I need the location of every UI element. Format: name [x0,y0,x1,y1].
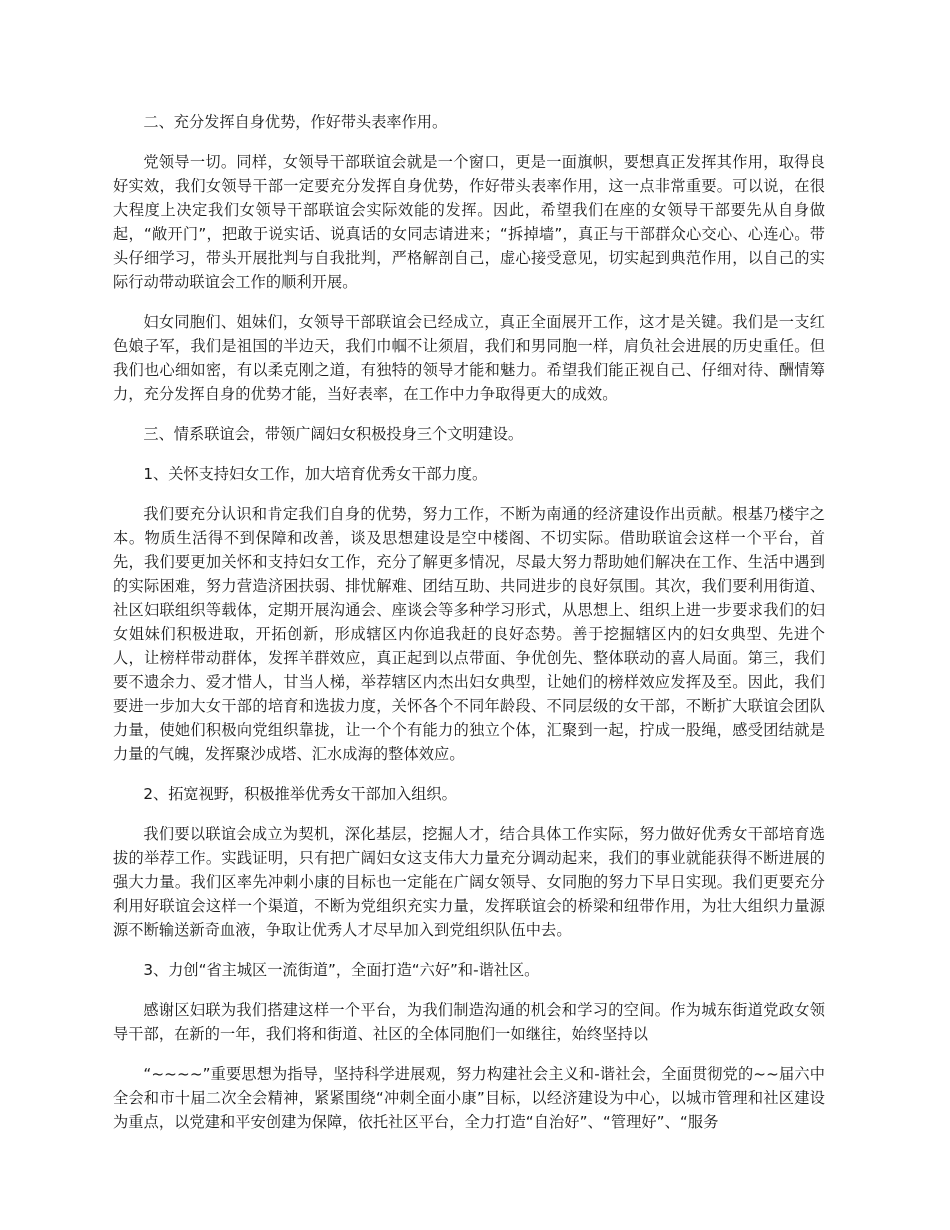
spacer [113,134,825,150]
subsection-heading-2: 2、拓宽视野，积极推举优秀女干部加入组织。 [143,785,457,803]
paragraph: 妇女同胞们、姐妹们，女领导干部联谊会已经成立，真正全面展开工作，这才是关键。我们是一支红色娘子军，我们是祖国的半边天，我们巾帼不让须眉，我们和男同胞一样，肩负社会进展的历史重任。但我们也心细如密，有以柔克刚之道，有独特的领导才能和魅力。希望我们能正视自己、仔细对待、酬情筹力，充分发挥自身的优势才能，当好表率，在工作中力争取得更大的成效。 [113,313,825,403]
paragraph: 我们要充分认识和肯定我们自身的优势，努力工作，不断为南通的经济建设作出贡献。根基乃楼宇之本。物质生活得不到保障和改善，谈及思想建设是空中楼阁、不切实际。借助联谊会这样一个平台，首先，我们要更加关怀和支持妇女工作，充分了解更多情况，尽最大努力帮助她们解决在工作、生活中遇到的实际困难，努力营造济困扶弱、排忧解难、团结互助、共同进步的良好氛围。其次，我们要利用街道、社区妇联组织等载体，定期开展沟通会、座谈会等多种学习形式，从思想上、组织上进一步要求我们的妇女姐妹们积极进取，开拓创新，形成辖区内你追我赶的良好态势。善于挖掘辖区内的妇女典型、先进个人，让榜样带动群体，发挥羊群效应，真正起到以点带面、争优创先、整体联动的喜人局面。第三，我们要不遗余力、爱才惜人，甘当人梯，举荐辖区内杰出妇女典型，让她们的榜样效应发挥及至。因此，我们要进一步加大女干部的培育和选拔力度，关怀各个不同年龄段、不同层级的女干部，不断扩大联谊会团队力量，使她们积极向党组织靠拢，让一个个有能力的独立个体，汇聚到一起，拧成一股绳，感受团结就是力量的气魄，发挥聚沙成塔、汇水成海的整体效应。 [113,505,825,763]
spacer [113,806,825,822]
subsection-heading-1: 1、关怀支持妇女工作，加大培育优秀女干部力度。 [143,465,488,483]
spacer [113,294,825,310]
subsection-heading-3: 3、力创“省主城区一流街道”，全面打造“六好”和-谐社区。 [143,961,540,979]
spacer [113,446,825,462]
document-page [113,110,825,1134]
section-heading-3: 三、情系联谊会，带领广阔妇女积极投身三个文明建设。 [143,425,524,443]
spacer [113,942,825,958]
paragraph: 党领导一切。同样，女领导干部联谊会就是一个窗口，更是一面旗帜，要想真正发挥其作用，取得良好实效，我们女领导干部一定要充分发挥自身优势，作好带头表率作用，这一点非常重要。可以说，在很大程度上决定我们女领导干部联谊会实际效能的发挥。因此，希望我们在座的女领导干部要先从自身做起，“敞开门”，把敢于说实话、说真话的女同志请进来；“拆掉墙”，真正与干部群众心交心、心连心。带头仔细学习，带头开展批判与自我批判，严格解剖自己，虚心接受意见，切实起到典范作用，以自己的实际行动带动联谊会工作的顺利开展。 [113,153,825,291]
section-heading-2: 二、充分发挥自身优势，作好带头表率作用。 [143,113,448,131]
spacer [113,982,825,998]
spacer [113,406,825,422]
spacer [113,766,825,782]
paragraph: “~~~~”重要思想为指导，坚持科学进展观，努力构建社会主义和-谐社会，全面贯彻党的~~届六中全会和市十届二次全会精神，紧紧围绕“冲刺全面小康”目标，以经济建设为中心，以城市管理和社区建设为重点，以党建和平安创建为保障，依托社区平台，全力打造“自治好”、“管理好”、“服务 [113,1065,825,1131]
spacer [113,486,825,502]
paragraph: 感谢区妇联为我们搭建这样一个平台，为我们制造沟通的机会和学习的空间。作为城东街道党政女领导干部，在新的一年，我们将和街道、社区的全体同胞们一如继往，始终坚持以 [113,1001,825,1043]
paragraph: 我们要以联谊会成立为契机，深化基层，挖掘人才，结合具体工作实际，努力做好优秀女干部培育选拔的举荐工作。实践证明，只有把广阔妇女这支伟大力量充分调动起来，我们的事业就能获得不断进展的强大力量。我们区率先冲刺小康的目标也一定能在广阔女领导、女同胞的努力下早日实现。我们更要充分利用好联谊会这样一个渠道，不断为党组织充实力量，发挥联谊会的桥梁和纽带作用，为壮大组织力量源源不断输送新奇血液，争取让优秀人才尽早加入到党组织队伍中去。 [113,825,825,939]
spacer [113,1046,825,1062]
